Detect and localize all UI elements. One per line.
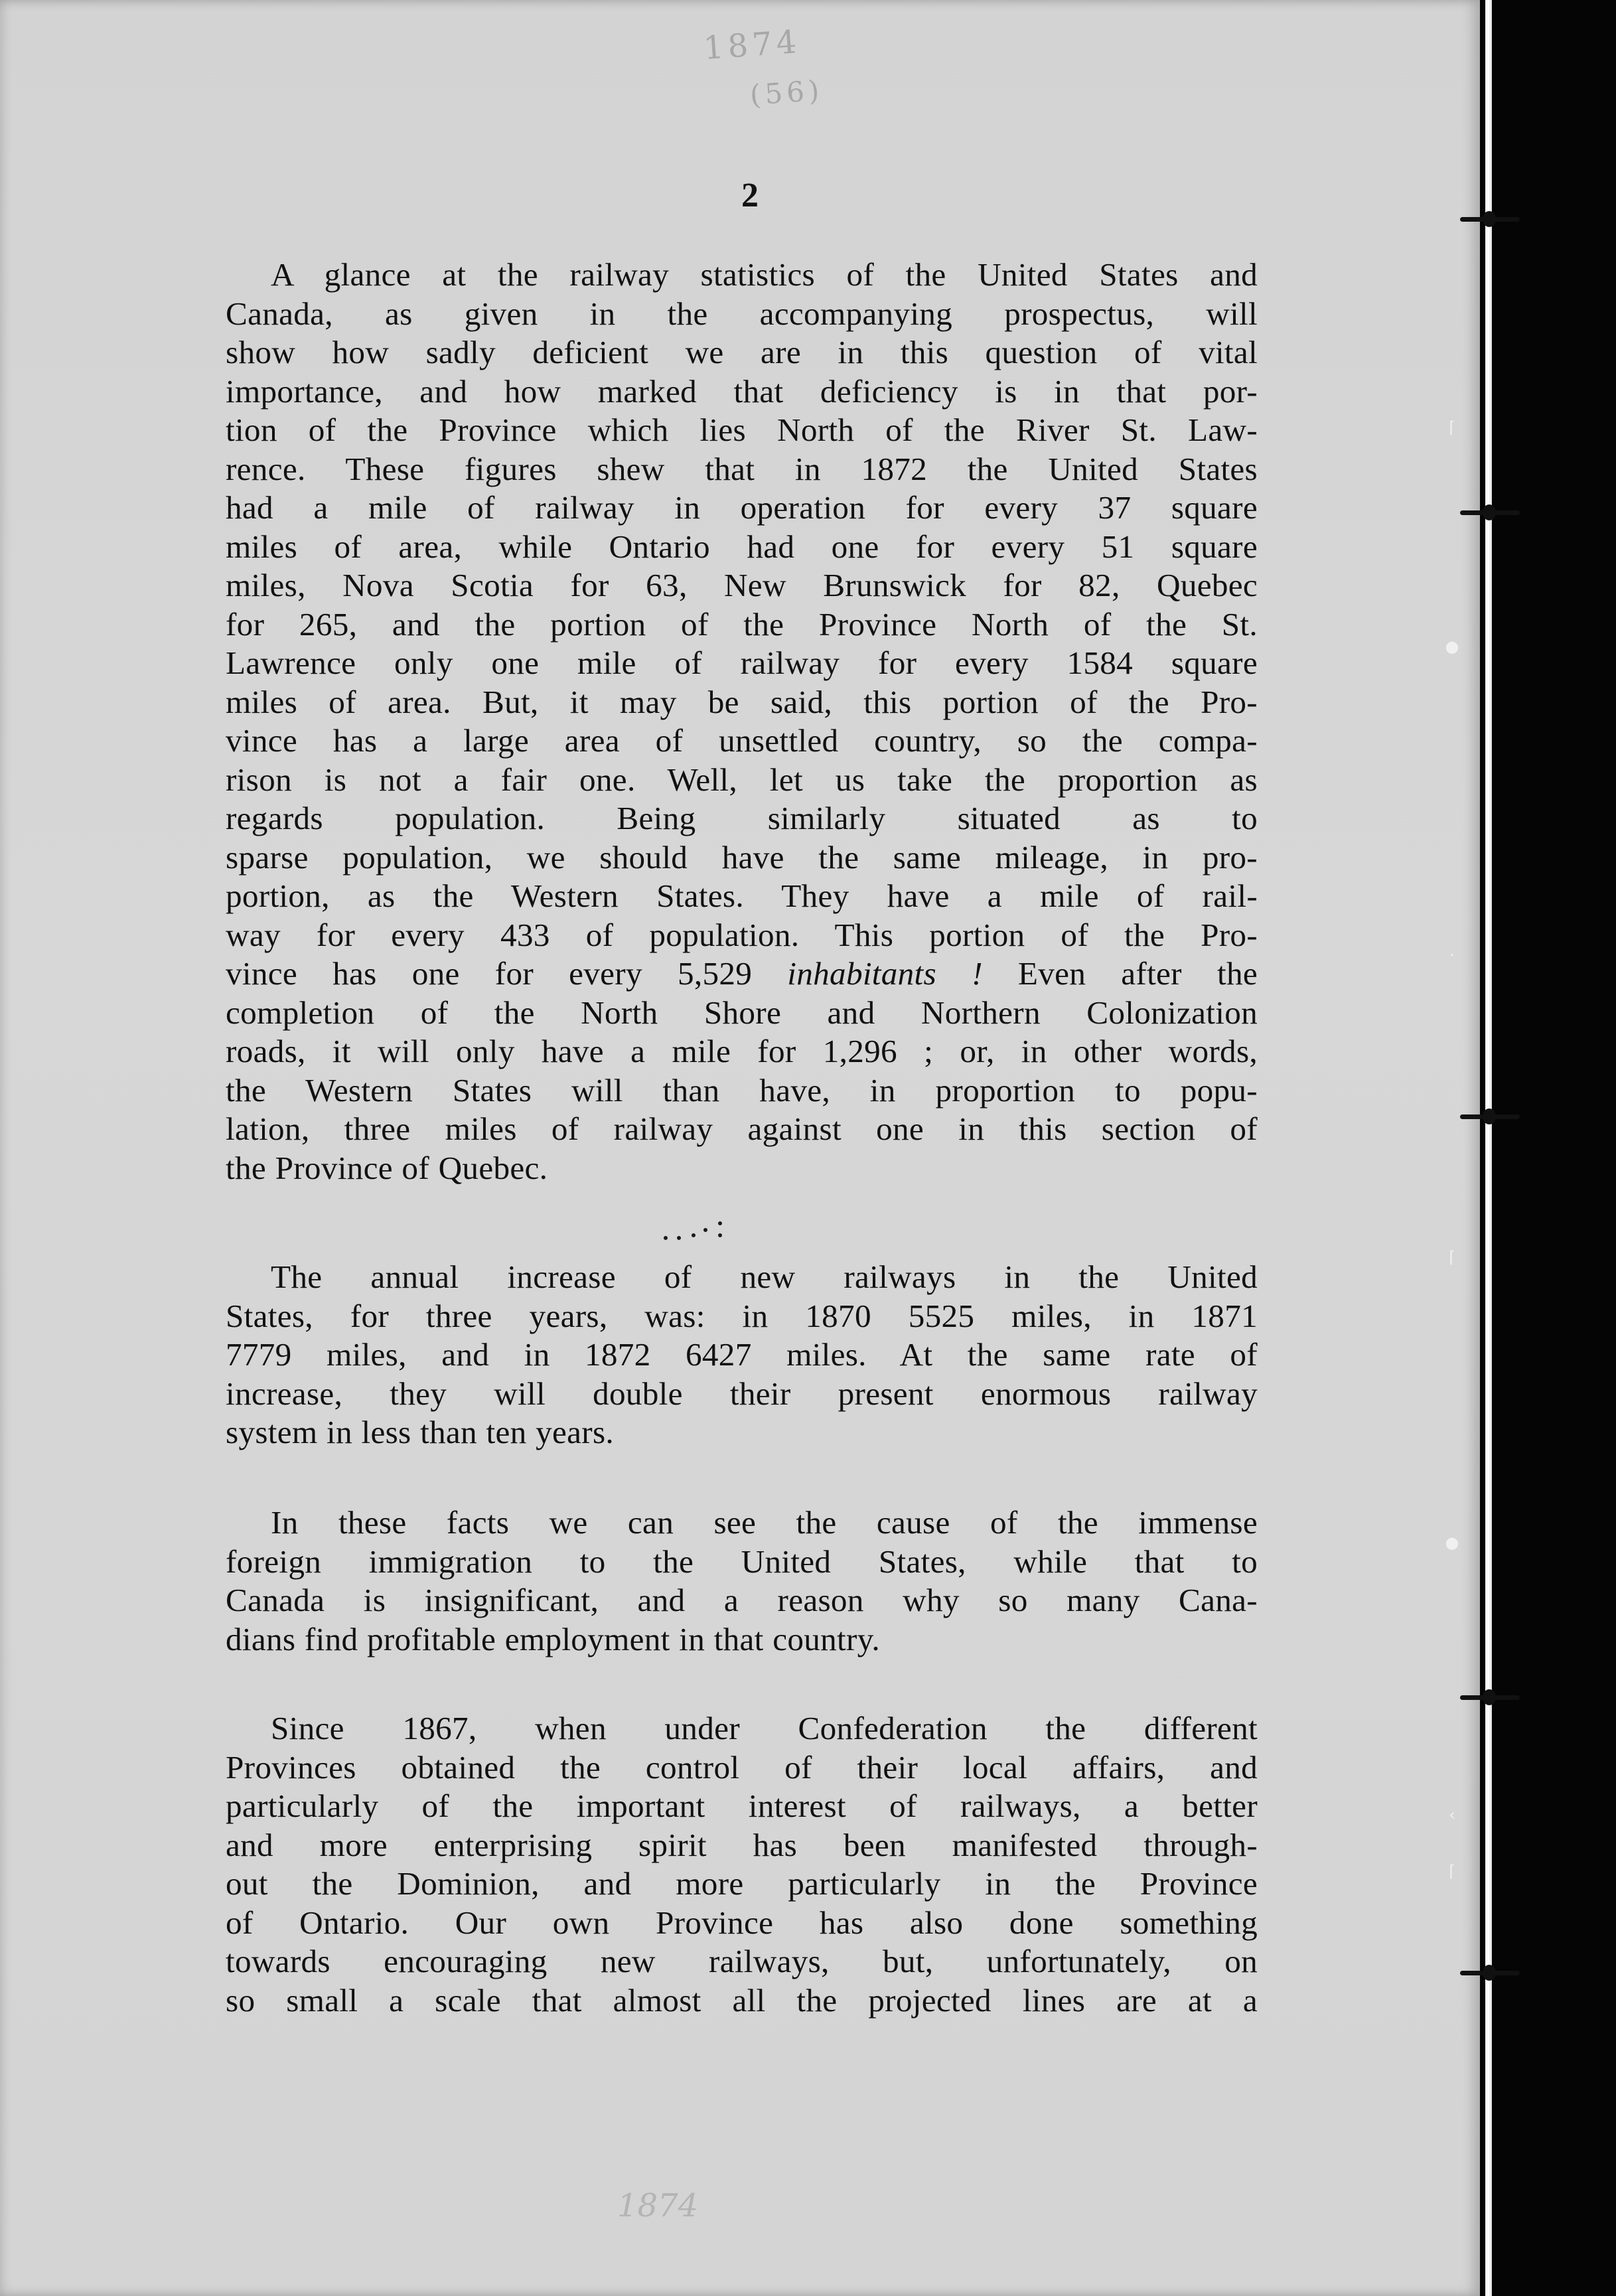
text-line: and more enterprising spirit has been manifested through- [226, 1826, 1258, 1863]
text-line: Lawrence only one mile of railway for every 1584 square [226, 645, 1258, 681]
text-line: A glance at the railway statistics of the United States and [271, 256, 1258, 293]
edge-notch: ● [1445, 1533, 1459, 1552]
text-line: tion of the Province which lies North of the River St. Law- [226, 412, 1258, 448]
ink-speckle [664, 1236, 668, 1240]
text-line: way for every 433 of population. This portion of the Pro- [226, 916, 1258, 953]
text-line: had a mile of railway in operation for every 37 square [226, 489, 1258, 526]
italic-emphasis: inhabitants ! [787, 955, 983, 992]
text-line: increase, they will double their present enormous railway [226, 1375, 1258, 1412]
text-fragment: vince has one for every 5,529 [226, 955, 753, 992]
pencil-note-bracket: (56) [749, 74, 824, 112]
text-line: miles of area, while Ontario had one for every 51 square [226, 528, 1258, 565]
text-line: particularly of the important interest of railways, a better [226, 1788, 1258, 1824]
text-line: the Province of Quebec. [226, 1149, 548, 1186]
stitch-mark [1453, 1109, 1526, 1124]
paragraph-2 [226, 1258, 1258, 1452]
edge-notch: ⌈ [1449, 418, 1455, 437]
text-line: importance, and how marked that deficiency is in that por- [226, 372, 1258, 410]
binding-thread [1485, 0, 1492, 2296]
stitch-mark [1453, 1689, 1526, 1705]
text-line: for 265, and the portion of the Province North of the St. [226, 605, 1258, 643]
text-line: portion, as the Western States. They have a mile of rail- [226, 878, 1258, 914]
text-line: vince has a large area of unsettled country, so the compa- [226, 722, 1258, 759]
text-line: completion of the North Shore and Northern Colonization [226, 994, 1258, 1031]
text-line: Canada, as given in the accompanying prospectus, will [226, 295, 1258, 332]
text-line: The annual increase of new railways in the United [271, 1259, 1258, 1295]
text-line: In these facts we can see the cause of the immense [271, 1504, 1258, 1541]
text-line: Since 1867, when under Confederation the different [271, 1710, 1258, 1746]
edge-notch: ● [1445, 637, 1459, 656]
paragraph-4 [226, 1709, 1258, 2020]
stitch-mark [1453, 1965, 1526, 1981]
pencil-note-bottom: 1874 [617, 2187, 699, 2224]
binding-edge [1480, 0, 1616, 2296]
text-line: Canada is insignificant, and a reason why so many Cana- [226, 1582, 1258, 1618]
text-line: of Ontario. Our own Province has also done something [226, 1904, 1258, 1941]
text-line: rison is not a fair one. Well, let us take the proportion as [226, 761, 1258, 798]
text-line: towards encouraging new railways, but, unfortunately, on [226, 1943, 1258, 1979]
text-line: regards population. Being similarly situated as to [226, 800, 1258, 836]
edge-notch: ⌈ [1449, 1862, 1455, 1880]
text-line-mixed [226, 955, 1258, 994]
text-line: miles of area. But, it may be said, this portion of the Pro- [226, 683, 1258, 720]
stitch-mark [1453, 211, 1526, 227]
text-fragment: Even after the [1017, 955, 1258, 992]
ink-speckle [703, 1228, 707, 1232]
text-line: so small a scale that almost all the projected lines are at a [226, 1981, 1258, 2019]
text-line: show how sadly deficient we are in this question of vital [226, 334, 1258, 370]
text-line: miles, Nova Scotia for 63, New Brunswick for 82, Quebec [226, 567, 1258, 603]
ink-speckle [677, 1236, 681, 1240]
text-line: States, for three years, was: in 1870 5525 miles, in 1871 [226, 1297, 1258, 1334]
paragraph-3 [226, 1503, 1258, 1659]
text-line: system in less than ten years. [226, 1414, 615, 1450]
text-line: Provinces obtained the control of their local affairs, and [226, 1748, 1258, 1786]
text-line: dians find profitable employment in that country. [226, 1620, 881, 1657]
ink-speckle [692, 1233, 696, 1237]
text-line: 7779 miles, and in 1872 6427 miles. At the same rate of [226, 1336, 1258, 1373]
paragraph-1 [226, 256, 1258, 1187]
stitch-mark [1453, 504, 1526, 520]
text-line: out the Dominion, and more particularly in the Province [226, 1865, 1258, 1902]
pencil-note-top: 1874 [702, 23, 802, 68]
text-line: foreign immigration to the United States, while that to [226, 1543, 1258, 1580]
edge-notch: · [1449, 946, 1455, 964]
ink-speckle [718, 1221, 722, 1225]
edge-notch: ⌈ [1449, 1248, 1455, 1266]
edge-notch: ‹ [1449, 1805, 1455, 1824]
text-line: the Western States will than have, in proportion to popu- [226, 1071, 1258, 1109]
text-line: rence. These figures shew that in 1872 the United States [226, 450, 1258, 487]
text-line: roads, it will only have a mile for 1,296 ; or, in other words, [226, 1033, 1258, 1069]
ink-speckle [718, 1233, 722, 1237]
text-line: sparse population, we should have the same mileage, in pro- [226, 838, 1258, 876]
text-line: lation, three miles of railway against one in this section of [226, 1110, 1258, 1147]
page-number: 2 [741, 177, 759, 214]
